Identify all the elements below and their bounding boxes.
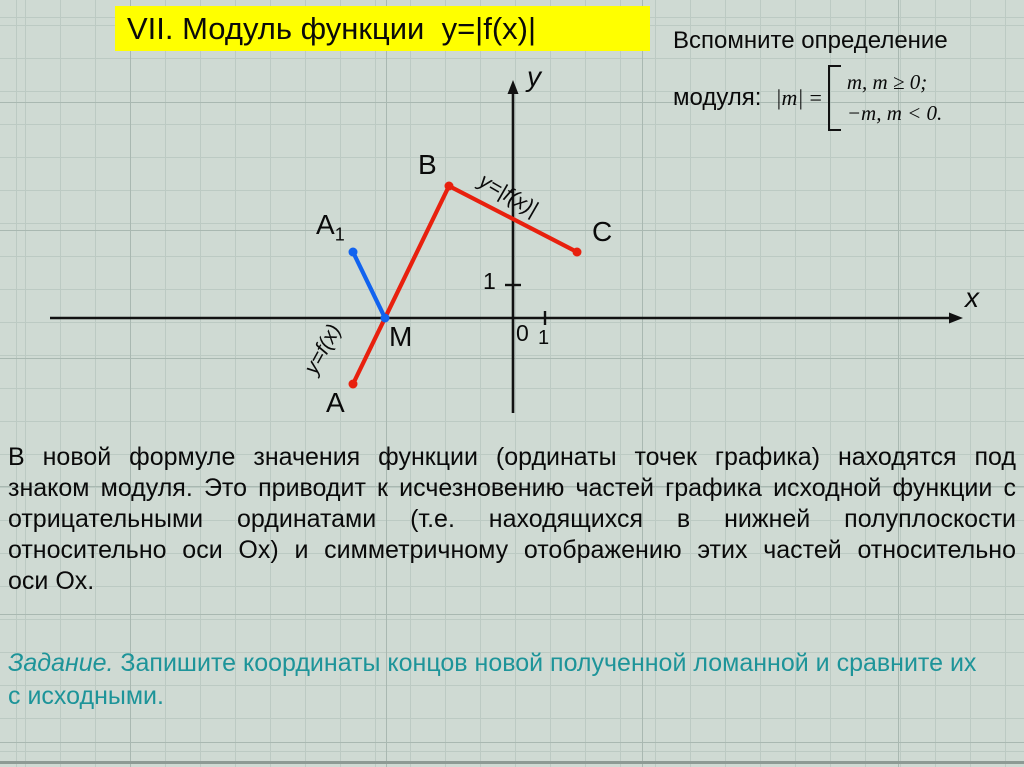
x-unit-tick-label: 1: [538, 327, 550, 349]
reminder-label: модуля:: [673, 84, 762, 111]
point-label-A1-base: A: [316, 209, 335, 240]
point-label-A1-subscript: 1: [334, 224, 345, 245]
task-line2: с исходными.: [8, 682, 164, 710]
point-label-A1: [316, 209, 345, 245]
point-label-M: M: [389, 321, 413, 352]
slide-title: [115, 6, 650, 51]
origin-label: 0: [516, 320, 529, 346]
formula-case-bracket: [828, 65, 841, 131]
original-function-curve-label: y=f(x): [299, 320, 346, 378]
paragraph-line: отрицательными ординатами (т.е. находящихся в нижней полуплоскости: [8, 505, 1016, 533]
formula-cases: [847, 69, 942, 127]
y-unit-tick-label: 1: [483, 268, 496, 294]
task-lead-word: Задание.: [8, 649, 114, 677]
formula-case-1: m, m ≥ 0;: [846, 70, 928, 94]
task-line1: [8, 647, 1016, 680]
y-axis-label: y: [527, 61, 541, 92]
reminder-line2: [673, 65, 1018, 131]
point-label-B: B: [418, 149, 437, 180]
abs-function-curve-label: y=|f(x)|: [475, 169, 542, 222]
point-label-A: A: [326, 387, 345, 418]
paragraph-line: относительно оси Ox) и симметричному отображению этих частей относительно: [8, 536, 1016, 564]
slide-title-text: VII. Модуль функции y=|f(x)|: [127, 10, 537, 46]
task-line1-rest: Запишите координаты концов новой полученной ломанной и сравните их: [113, 649, 977, 677]
paragraph-line: оси Ox.: [8, 567, 95, 595]
explanation-paragraph: [8, 442, 1016, 597]
paragraph-line: В новой формуле значения функции (ординаты точек графика) находятся под: [8, 443, 1016, 471]
reminder-line1: Вспомните определение: [673, 27, 948, 54]
point-label-C: C: [592, 216, 613, 247]
x-axis-label: x: [965, 282, 979, 313]
task-block: [8, 647, 1016, 713]
modulus-formula: [775, 65, 942, 131]
paragraph-line: знаком модуля. Это приводит к исчезновению частей графика исходной функции с: [8, 474, 1016, 502]
module-definition-reminder: [673, 27, 1018, 131]
formula-equals-sign: =: [809, 85, 822, 110]
slide-bottom-border: [0, 761, 1024, 764]
formula-case-2: −m, m < 0.: [846, 101, 943, 125]
formula-lhs: |m|: [775, 85, 804, 110]
